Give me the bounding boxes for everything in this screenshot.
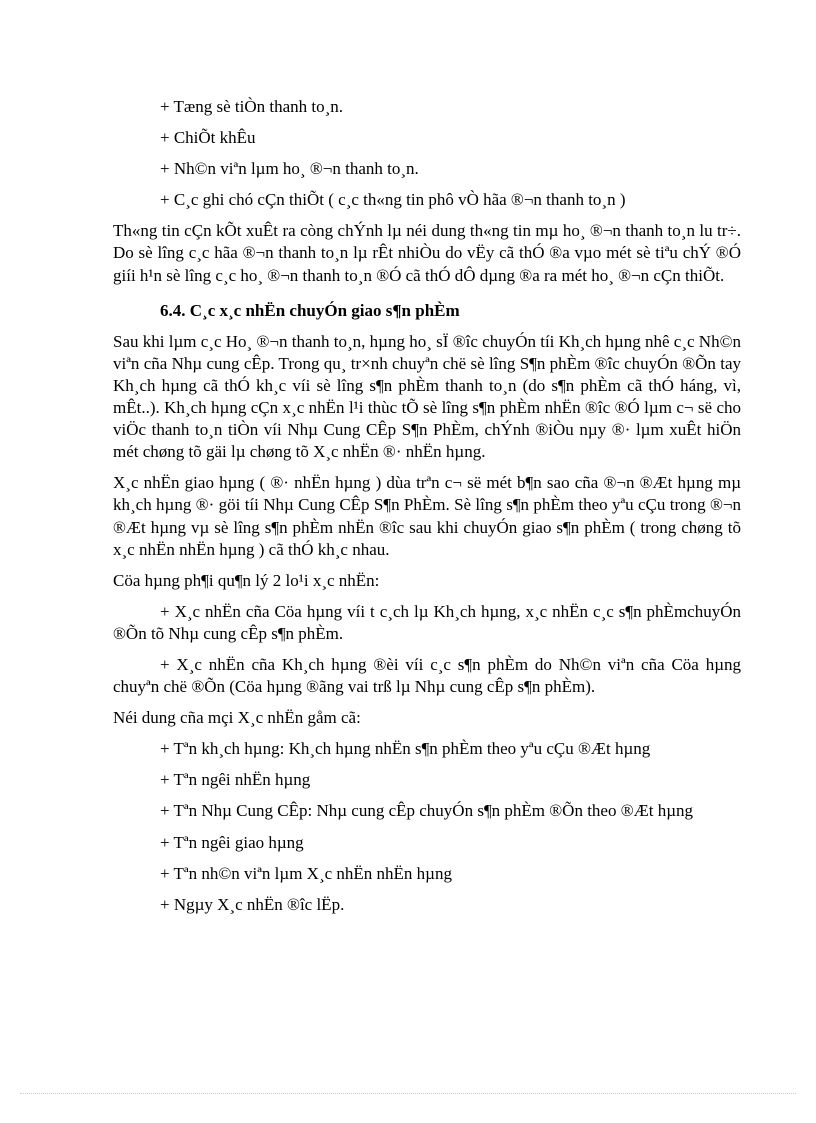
paragraph-two-types: Cöa hµng ph¶i qu¶n lý 2 lo¹i x¸c nhËn: [113,570,380,590]
list-item-staff-name: + Tªn nh©n viªn lµm X¸c nhËn nhËn hµng [160,863,452,883]
list-item-invoice-staff: + Nh©n viªn lµm ho¸ ®¬n thanh to¸n. [160,159,419,179]
paragraph-output-info: Th«ng tin cÇn kÕt xuÊt ra còng chÝnh lµ néi dung th«ng tin mµ ho¸ ®¬n thanh to¸n lu tr÷. Do sè lîng c¸c hãa ®¬n thanh to¸n lµ rÊt nhiÒu do vËy cã thÓ ®a vµo mét sè tiªu chÝ ®Ó giíi h¹n sè lîng c¸c ho¸ ®¬n thanh to¸n ®Ó cã thÓ dÔ dµng ®a ra mét ho¸ ®¬n cÇn thiÕt. [113,221,741,285]
list-item-receiver-name: + Tªn ngêi nhËn hµng [160,770,311,790]
paragraph-delivery-confirmation: X¸c nhËn giao hµng ( ®· nhËn hµng ) dùa trªn c¬ së mét b¶n sao cña ®¬n ®Æt hµng mµ kh¸ch hµng ®· göi tíi Nhµ Cung CÊp S¶n PhÈm. Sè lîng s¶n phÈm theo yªu cÇu trong ®¬n ®Æt hµng vµ sè lîng s¶n phÈm nhËn ®îc sau khi chuyÓn giao s¶n phÈm ( trong chøng tõ x¸c nhËn nhËn hµng ) cã thÓ kh¸c nhau. [113,473,741,559]
list-item-store-confirmation: + X¸c nhËn cña Cöa hµng víi t c¸ch lµ Kh¸ch hµng, x¸c nhËn c¸c s¶n phÈmchuyÓn ®Õn tõ Nhµ cung cÊp s¶n phÈm. [113,601,741,643]
list-item-customer-name: + Tªn kh¸ch hµng: Kh¸ch hµng nhËn s¶n phÈm theo yªu cÇu ®Æt hµng [160,739,651,759]
list-item-notes: + C¸c ghi chó cÇn thiÕt ( c¸c th«ng tin phô vÒ hãa ®¬n thanh to¸n ) [160,190,626,210]
section-heading: 6.4. C¸c x¸c nhËn chuyÓn giao s¶n phÈm [160,300,460,320]
page-bottom-rule [20,1093,796,1094]
list-item-total-payment: + Tæng sè tiÒn thanh to¸n. [160,97,344,116]
list-item-date: + Ngµy X¸c nhËn ®îc lËp. [160,894,345,914]
paragraph-content-intro: Néi dung cña mçi X¸c nhËn gåm cã: [113,708,361,728]
document-body [113,96,741,916]
list-item-discount: + ChiÕt khÊu [160,128,256,148]
list-item-customer-confirmation: + X¸c nhËn cña Kh¸ch hµng ®èi víi c¸c s¶n phÈm do Nh©n viªn cña Cöa hµng chuyªn chë ®Õn (Cöa hµng ®ãng vai trß lµ Nhµ cung cÊp s¶n phÈm). [113,654,741,697]
paragraph-delivery: Sau khi lµm c¸c Ho¸ ®¬n thanh to¸n, hµng ho¸ sÏ ®îc chuyÓn tíi Kh¸ch hµng nhê c¸c Nh©n viªn cña Nhµ cung cÊp. Trong qu¸ tr×nh chuyªn chë sè lîng S¶n phÈm ®îc chuyÓn ®Õn tay Kh¸ch hµng cã thÓ kh¸c víi sè lîng s¶n phÈm thanh to¸n (do s¶n phÈm cã thÓ háng, vì, mÊt..). Kh¸ch hµng cÇn x¸c nhËn l¹i thùc tÕ sè lîng s¶n phÈm nhËn ®îc ®Ó lµm c¬ së cho viÖc thanh to¸n tiÒn víi Nhµ Cung CÊp S¶n PhÈm, chÝnh ®iÒu nµy ®· lµm xuÊt hiÖn mét chøng tõ gäi lµ chøng tõ X¸c nhËn ®· nhËn hµng. [113,331,741,462]
list-item-supplier-name: + Tªn Nhµ Cung CÊp: Nhµ cung cÊp chuyÓn s¶n phÈm ®Õn theo ®Æt hµng [160,801,694,821]
list-item-deliverer-name: + Tªn ngêi giao hµng [160,832,304,852]
